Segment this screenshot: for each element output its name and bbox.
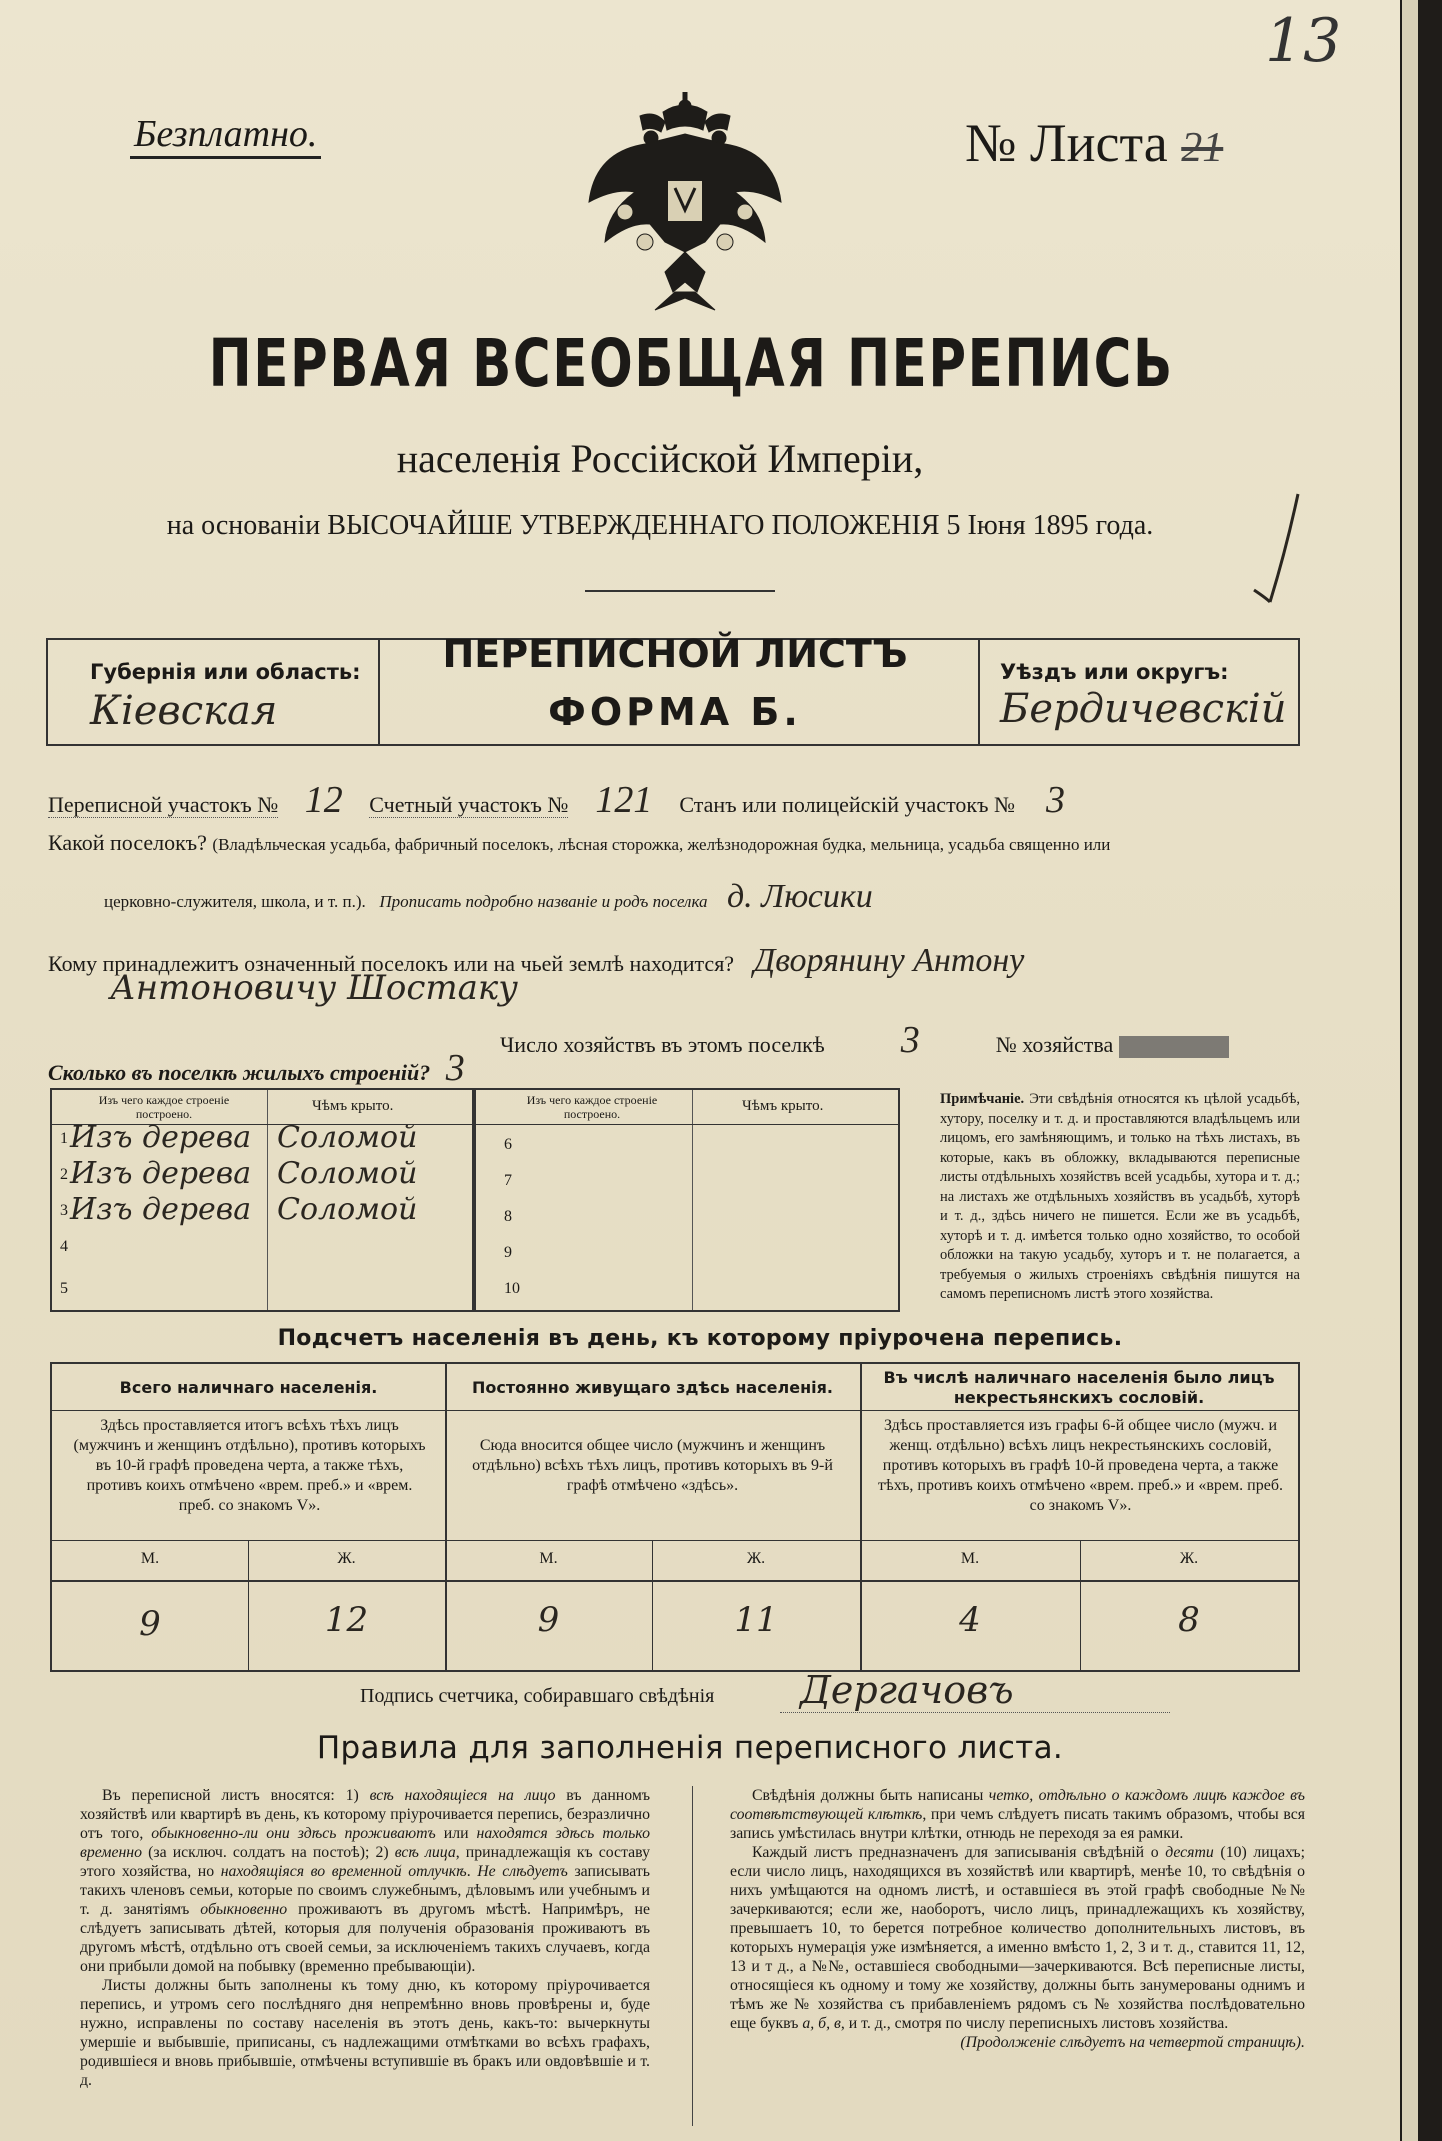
- form-title: ПЕРЕПИСНОЙ ЛИСТЪ: [442, 632, 908, 676]
- section-heading: Въ числѣ наличнаго населенія было лицъ некрестьянскихъ сословій.: [883, 1368, 1275, 1407]
- imperial-eagle-emblem: [585, 92, 785, 312]
- census-subtitle: населенія Россійской Имперіи,: [396, 436, 924, 481]
- settlement-name-line: [104, 878, 1300, 916]
- household-no-redaction: [1119, 1036, 1229, 1058]
- settlement-type-label: Какой поселокъ?: [48, 830, 207, 855]
- row-number: 10: [504, 1280, 520, 1297]
- household-no-label: № хозяйства: [995, 1032, 1114, 1057]
- row-number: 9: [504, 1244, 512, 1261]
- gubernia-label: Губернія или область:: [90, 660, 361, 684]
- settlement-name-hint: Прописать подробно названіе и родъ поселка: [379, 892, 708, 911]
- row-number: 3: [60, 1202, 68, 1219]
- male-value: 9: [139, 1604, 161, 1644]
- uezd-label: Уѣздъ или округъ:: [1000, 660, 1229, 684]
- note-block: [940, 1090, 1300, 1305]
- rules-emphasis: четко, отдѣльно о каждомъ лицѣ каждое въ соотвѣтствующей клѣткѣ: [730, 1787, 1305, 1823]
- rules-text: Въ переписной листъ вносятся: 1): [102, 1787, 370, 1804]
- rules-text: записывать такихъ членовъ семьи, которые по своимъ служебнымъ, дѣловымъ или учебнымъ и т. д. занятіямъ: [80, 1863, 650, 1918]
- rules-emphasis: всѣ находящіеся на лицо: [369, 1787, 556, 1804]
- free-label: Безплатно.: [130, 112, 321, 159]
- col-made-of-left: Изъ чего каждое строеніе построено.: [98, 1093, 230, 1121]
- row-made: Изъ дерева: [70, 1192, 252, 1227]
- female-label: Ж.: [337, 1550, 356, 1567]
- page-edge: [1400, 0, 1442, 2141]
- rules-text: , принадлежащія къ составу этого хозяйства, но: [80, 1844, 650, 1880]
- row-number: 7: [504, 1172, 512, 1189]
- rules-text: Свѣдѣнія должны быть написаны: [752, 1787, 989, 1804]
- sheet-number-value: 21: [1181, 125, 1224, 171]
- buildings-label: Сколько въ поселкѣ жилыхъ строеній?: [48, 1060, 431, 1085]
- rules-emphasis: десяти: [1165, 1844, 1214, 1861]
- sheet-number: [965, 112, 1223, 174]
- rules-paragraph: Листы должны быть заполнены къ тому дню, къ которому пріурочивается перепись, и утромъ сего послѣдняго дня непремѣнно вновь провѣрены и, буде нужно, исправлены по составу населенія въ этотъ день, какъ-то: вычеркнуты умершіе и выбывшіе, приписаны, съ надлежащими отмѣтками во всѣхъ графахъ, родившіеся и вновь прибывшіе, отмѣчены вступившіе въ бракъ или овдовѣвшіе и т. д.: [80, 1977, 650, 2089]
- rules-text: или: [435, 1825, 477, 1842]
- owner-value-1: Дворянину Антону: [753, 942, 1025, 979]
- count-district-value: 121: [595, 779, 653, 821]
- male-label: М.: [539, 1550, 558, 1567]
- population-table: [50, 1362, 1300, 1672]
- rules-right-column: [730, 1786, 1305, 2052]
- section-text: Здѣсь проставляется итогъ всѣхъ тѣхъ лицъ (мужчинъ и женщинъ отдѣльно), противъ которыхъ въ 10-й графѣ проведена черта, а также тѣхъ, противъ коихъ отмѣчено «врем. преб.» и «врем. преб. со знакомъ V».: [73, 1417, 426, 1514]
- row-roof: Соломой: [277, 1120, 418, 1155]
- note-title: Примѣчаніе.: [940, 1091, 1025, 1107]
- owner-value-2: Антоновичу Шостаку: [110, 968, 518, 1008]
- signature-line: [780, 1712, 1170, 1713]
- rules-emphasis: обыкновенно: [200, 1901, 288, 1918]
- row-number: 6: [504, 1136, 512, 1153]
- signature-label: Подпись счетчика, собиравшаго свѣдѣнія: [360, 1685, 715, 1707]
- rules-emphasis: а, б, в: [802, 2015, 841, 2032]
- gubernia-value: Кіевская: [90, 688, 278, 734]
- row-roof: Соломой: [277, 1192, 418, 1227]
- row-number: 1: [60, 1130, 68, 1147]
- rules-text: проживаютъ въ другомъ мѣстѣ. Напримѣръ, не слѣдуетъ записывать дѣтей, которыя для полученія образованія проживаютъ въ другомъ мѣстѣ, отдѣльно отъ своей семьи, за исключеніемъ такихъ случаевъ, когда они прибыли домой на побывку (временно пребывающіи).: [80, 1901, 650, 1975]
- rules-title: Правила для заполненія переписного листа.: [316, 1730, 1064, 1766]
- households-value: 3: [900, 1019, 920, 1061]
- note-text: Эти свѣдѣнія относятся къ цѣлой усадьбѣ, хутору, поселку и т. д. и проставляются владѣльцемъ или лицомъ, его замѣняющимъ, и только на тѣхъ листахъ, въ которые, какъ въ обложку, вкладываются переписные листы отдѣльныхъ хозяйствъ всей усадьбы, хутора и т. д.; на листахъ же отдѣльныхъ хозяйствъ въ усадьбѣ, хуторѣ и т. д., здѣсь ничего не пишется. Если же въ усадьбѣ, хуторѣ и т. д. имѣется только одно хозяйство, то особой обложки на такую усадьбу, хуторъ и т. не полагается, а требуемыя о жилыхъ строеніяхъ свѣдѣнія пишутся на самомъ переписномъ листѣ этого хозяйства.: [940, 1091, 1301, 1302]
- row-number: 8: [504, 1208, 512, 1225]
- rules-emphasis: обыкновенно-ли они здѣсь проживаютъ: [151, 1825, 436, 1842]
- section-heading: Постоянно живущаго здѣсь населенія.: [472, 1378, 833, 1397]
- row-number: 2: [60, 1166, 68, 1183]
- census-title: ПЕРВАЯ ВСЕОБЩАЯ ПЕРЕПИСЬ: [208, 325, 1174, 402]
- rules-emphasis: находятся здѣсь только временно: [80, 1825, 650, 1861]
- section-text: Сюда вносится общее число (мужчинъ и женщинъ отдѣльно) всѣхъ тѣхъ лицъ, противъ которыхъ въ 9-й графѣ отмѣчено «здѣсь».: [472, 1437, 833, 1494]
- settlement-name-value: д. Люсики: [726, 878, 873, 915]
- buildings-table: [50, 1088, 900, 1312]
- census-district-value: 12: [304, 779, 343, 821]
- rules-continuation: (Продолженіе слѣдуетъ на четвертой страницѣ).: [960, 2034, 1305, 2051]
- rules-text: (за исключ. солдатъ на постоѣ); 2): [142, 1844, 395, 1861]
- col-made-of-right: Изъ чего каждое строеніе построено.: [526, 1093, 658, 1121]
- rules-text: .: [466, 1863, 478, 1880]
- divider: [585, 590, 775, 592]
- buildings-value: 3: [445, 1047, 465, 1089]
- settlement-type-hint: (Владѣльческая усадьба, фабричный поселокъ, лѣсная сторожка, желѣзнодорожная будка, мельница, усадьба священно или: [212, 835, 1111, 854]
- stan-value: 3: [1045, 779, 1065, 821]
- corner-mark: 13: [1265, 6, 1342, 76]
- row-made: Изъ дерева: [70, 1120, 252, 1155]
- sheet-number-label: № Листа: [965, 113, 1168, 173]
- uezd-value: Бердичевскій: [1000, 686, 1287, 732]
- households-line: [500, 1018, 1229, 1062]
- rules-text: , и т. д., смотря по числу переписныхъ листовъ хозяйства.: [840, 2015, 1229, 2032]
- rules-emphasis: всѣ лица: [394, 1844, 456, 1861]
- rules-emphasis: Не слѣдуетъ: [477, 1863, 568, 1880]
- female-value: 12: [324, 1600, 369, 1640]
- col-roof-right: Чѣмъ крыто.: [742, 1098, 824, 1114]
- column-divider: [692, 1786, 693, 2126]
- row-number: 4: [60, 1238, 68, 1255]
- col-roof-left: Чѣмъ крыто.: [312, 1098, 394, 1114]
- signature-value: Дергачовъ: [800, 1668, 1014, 1712]
- row-made: Изъ дерева: [70, 1156, 252, 1191]
- male-value: 4: [959, 1600, 981, 1640]
- form-subtitle: ФОРМА Б.: [548, 690, 802, 734]
- female-value: 11: [734, 1600, 778, 1640]
- settlement-type-line: [48, 830, 1110, 856]
- table-divider: [472, 1090, 476, 1310]
- rules-text: (10) лицахъ; если число лицъ, находящихся въ хозяйствѣ или квартирѣ, менѣе 10, то свѣдѣнія о нихъ умѣщаются на одномъ листѣ, и оставшіеся въ этой графѣ свободные №№ зачеркиваются; если же, наоборотъ, число лицъ, принадлежащихъ къ хозяйству, превышаетъ 10, то берется потребное количество дополнительныхъ листовъ, въ которыхъ нумерація уже измѣняется, а именно вмѣсто 1, 2, 3 и т. д., ставится 11, 12, 13 и т д., а №№, оставшіеся свободными—зачеркиваются. Всѣ переписные листы, относящіеся къ одному и тому же хозяйству, должны быть занумерованы однимъ и тѣмъ же № хозяйства съ прибавленіемъ рядомъ съ № хозяйства послѣдовательно еще буквъ: [730, 1844, 1305, 2032]
- population-title: Подсчетъ населенія въ день, къ которому пріурочена перепись.: [277, 1326, 1123, 1351]
- rules-left-column: [80, 1786, 650, 2090]
- stan-label: Станъ или полицейскій участокъ №: [679, 792, 1015, 817]
- section-heading: Всего наличнаго населенія.: [119, 1378, 378, 1397]
- male-value: 9: [537, 1600, 560, 1640]
- district-line: [48, 778, 1090, 822]
- buildings-line: [48, 1046, 465, 1090]
- row-roof: Соломой: [277, 1156, 418, 1191]
- margin-check-mark: [1250, 490, 1310, 610]
- male-label: М.: [140, 1550, 160, 1567]
- rules-text: въ данномъ хозяйствѣ или квартирѣ въ день, къ которому пріурочивается перепись, безразлично отъ того,: [80, 1787, 651, 1842]
- owner-label: Кому принадлежитъ означенный поселокъ или на чьей землѣ находится?: [48, 951, 735, 976]
- female-label: Ж.: [1179, 1550, 1199, 1567]
- row-number: 5: [60, 1280, 68, 1297]
- rules-text: Каждый листъ предназначенъ для записыванія свѣдѣній о: [752, 1844, 1166, 1861]
- rules-text: , при чемъ слѣдуетъ писать такимъ образомъ, чтобы вся запись умѣстилась внутри клѣтки, отнюдь не переходя за ея рамки.: [730, 1806, 1305, 1842]
- decree-line: на основаніи ВЫСОЧАЙШЕ УТВЕРЖДЕННАГО ПОЛОЖЕНІЯ 5 Іюня 1895 года.: [166, 510, 1154, 541]
- rules-emphasis: находящіяся во временной отлучкѣ: [220, 1863, 467, 1880]
- female-value: 8: [1178, 1600, 1200, 1640]
- count-district-label: Счетный участокъ №: [369, 792, 569, 817]
- male-label: М.: [960, 1550, 980, 1567]
- settlement-type-hint-2: церковно-служителя, школа, и т. п.).: [104, 892, 366, 911]
- female-label: Ж.: [746, 1550, 766, 1567]
- households-label: Число хозяйствъ въ этомъ поселкѣ: [500, 1032, 825, 1057]
- section-text: Здѣсь проставляется изъ графы 6-й общее число (мужч. и женщ. отдѣльно) всѣхъ лицъ некрестьянскихъ сословій, противъ которыхъ въ графѣ 10-й проведена черта, а также тѣхъ, противъ коихъ отмѣчено «врем. преб.» и «врем. преб. со знакомъ V».: [878, 1417, 1283, 1514]
- census-district-label: Переписной участокъ №: [48, 792, 279, 817]
